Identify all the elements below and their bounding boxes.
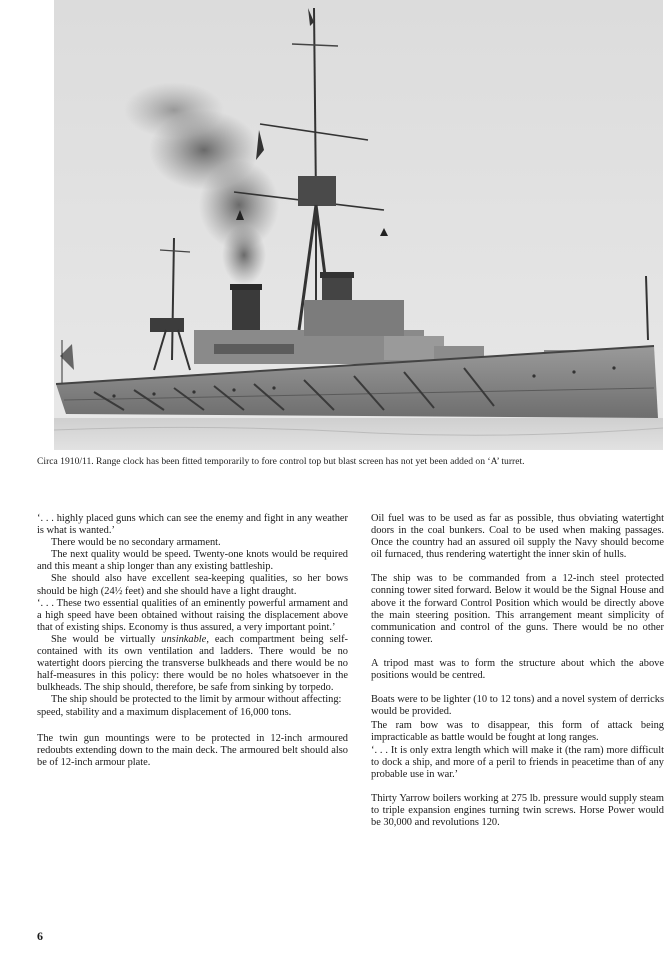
paragraph: The twin gun mountings were to be protected in 12-inch armoured redoubts extending down to the main deck. The armoured belt should also be of 12-inch armour plate. (37, 732, 348, 768)
paragraph: Boats were to be lighter (10 to 12 tons) and a novel system of derricks would be provided. (371, 694, 664, 718)
paragraph: She would be virtually unsinkable, each compartment being self-contained with its own ventilation and ladders. There would be no watertight doors piercing the transverse bulkheads and there would be no half-measures in this policy: there would be no holes whatsoever in the bulkheads. The ship should, therefore, be safe from sinking by torpedo. (37, 633, 349, 694)
paragraph: The ship was to be commanded from a 12-inch steel protected conning tower sited forward. Below it would be the Signal House and above it the forward Control Position which would be directly above the main steering position. This arrangement meant simplicity of communication and control of the guns. There would be no other conning tower. (371, 573, 664, 645)
quote-paragraph: ‘. . . It is only extra length which will make it (the ram) more difficult to dock a ship, and more of a peril to friends in peacetime than of any probable use in war.’ (371, 744, 664, 780)
page-number: 6 (37, 929, 43, 943)
right-column (371, 513, 664, 829)
paragraph: She should also have excellent sea-keeping qualities, so her bows should be high (24½ feet) and she should have a light draught. (37, 573, 348, 597)
battleship-photo (54, 0, 663, 450)
paragraph: speed, stability and a maximum displacement of 16,000 tons. (37, 706, 292, 718)
paragraph: The ram bow was to disappear, this form of attack being impracticable as battle would be fought at long ranges. (371, 720, 664, 744)
paragraph: There would be no secondary armament. (51, 537, 221, 549)
paragraph: Thirty Yarrow boilers working at 275 lb. pressure would supply steam to triple expansion engines turning twin screws. Horse Power would be 30,000 and revolutions 120. (371, 792, 664, 828)
paragraph: Oil fuel was to be used as far as possible, thus obviating watertight doors in the coal bunkers. Coal to be used when making passages. Once the country had an assured oil supply the Navy should become oil furnaced, thus rendering watertight the inner skin of hulls. (371, 513, 664, 561)
quote-paragraph: ‘. . . These two essential qualities of an eminently powerful armament and a high speed have been obtained without raising the displacement above that of existing ships. Economy is thus assured, a very important point.’ (37, 597, 348, 633)
photo-caption: Circa 1910/11. Range clock has been fitted temporarily to fore control top but blast screen has not yet been added on ‘A’ turret. (37, 456, 525, 467)
paragraph: ‘. . . highly placed guns which can see the enemy and fight in any weather is what is wanted.’ (37, 513, 348, 537)
paragraph: The ship should be protected to the limit by armour without affecting: (51, 694, 342, 706)
paragraph: The next quality would be speed. Twenty-one knots would be required and this meant a ship longer than any existing battleship. (37, 549, 348, 573)
left-column (37, 513, 348, 769)
emphasis: unsinkable (161, 633, 207, 645)
paragraph: A tripod mast was to form the structure about which the above positions would be centred. (371, 657, 664, 682)
